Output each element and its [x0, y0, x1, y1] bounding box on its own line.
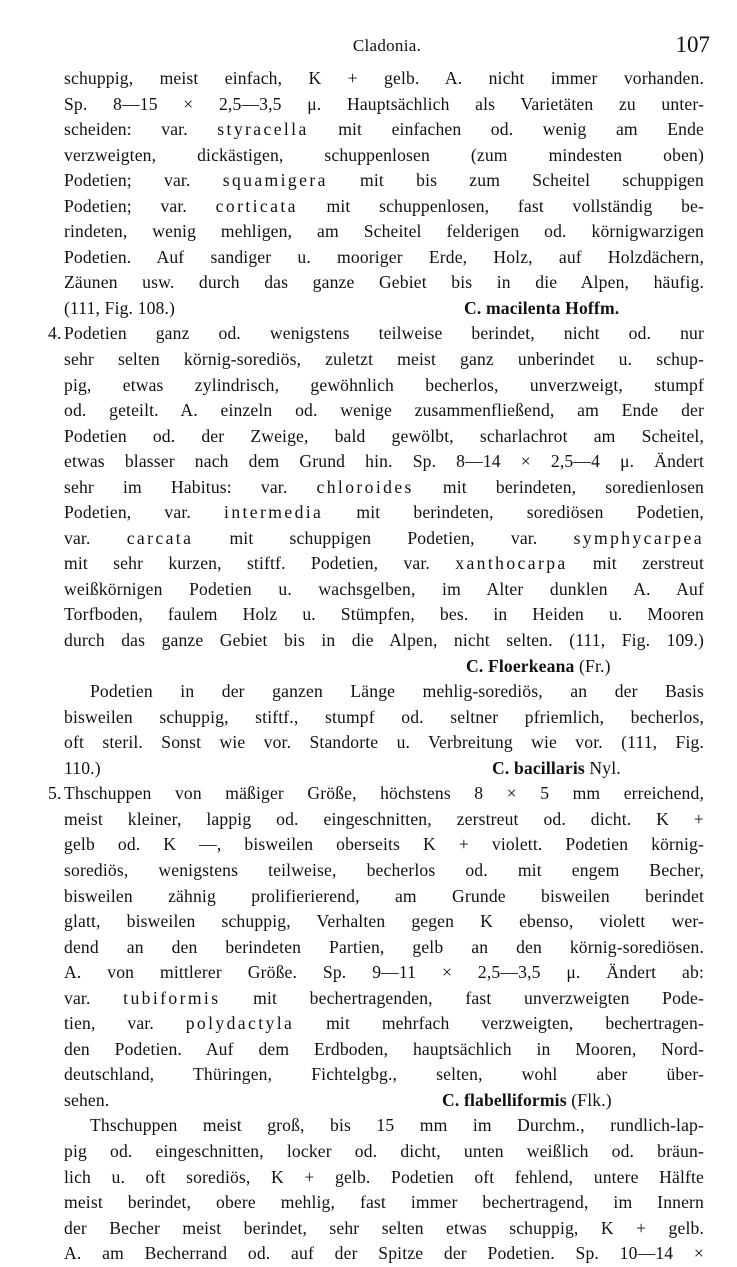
running-title: Cladonia. — [352, 36, 422, 55]
text-line: Torfboden, faulem Holz u. Stümpfen, bes. in Heiden u. Mooren — [64, 604, 704, 625]
variety-name: chloroides — [316, 476, 414, 497]
text-line: bisweilen zähnig prolifierierend, am Grunde bisweilen berindet — [64, 885, 704, 906]
text-line: pig od. eingeschnitten, locker od. dicht, unten weißlich od. bräun- — [64, 1140, 704, 1161]
text-line: oft steril. Sonst wie vor. Standorte u. Verbreitung wie vor. (111, Fig. — [64, 732, 704, 753]
species-name: C. bacillaris — [492, 757, 585, 778]
text-line: pig, etwas zylindrisch, gewöhnlich becherlos, unverzweigt, stumpf — [64, 374, 704, 395]
text-line: A. am Becherrand od. auf der Spitze der Podetien. Sp. 10—14 × — [64, 1243, 704, 1264]
text-line: od. geteilt. A. einzeln od. wenige zusammenfließend, am Ende der — [64, 400, 704, 421]
key-number: 5. — [48, 783, 62, 804]
text-line: 5. Thschuppen von mäßiger Größe, höchstens 8 × 5 mm erreichend, — [64, 781, 704, 807]
text-line: meist kleiner, lappig od. eingeschnitten, zerstreut od. dicht. K + — [64, 808, 704, 829]
text-line: durch das ganze Gebiet bis in die Alpen, nicht selten. (111, Fig. 109.) — [64, 630, 704, 651]
body-text — [48, 66, 704, 1267]
variety-name: squamigera — [222, 170, 328, 191]
text-line: 4. Podetien ganz od. wenigstens teilweise berindet, nicht od. nur — [64, 321, 704, 347]
text-line: glatt, bisweilen schuppig, Verhalten gegen K ebenso, violett wer- — [64, 911, 704, 932]
text-line: A. von mittlerer Größe. Sp. 9—11 × 2,5—3,5 μ. Ändert ab: — [64, 962, 704, 983]
text-line — [64, 654, 704, 680]
text-line: verzweigten, dickästigen, schuppenlosen (zum mindesten oben) — [64, 144, 704, 165]
species-author: Nyl. — [589, 757, 621, 778]
species-name: C. flabelliformis — [442, 1089, 567, 1110]
text-line: Podetien. Auf sandiger u. mooriger Erde, Holz, auf Holzdächern, — [64, 246, 704, 267]
variety-name: polydactyla — [185, 1013, 295, 1034]
species-name: C. Floerkeana — [466, 655, 575, 676]
text-line: Podetien od. der Zweige, bald gewölbt, scharlachrot am Scheitel, — [64, 425, 704, 446]
variety-name: corticata — [215, 195, 298, 216]
text-line: Podetien; var. squamigera mit bis zum Scheitel schuppigen — [64, 170, 704, 191]
species-author: (Fr.) — [579, 655, 611, 676]
species-author: (Flk.) — [571, 1089, 612, 1110]
variety-name: intermedia — [224, 502, 324, 523]
key-number: 4. — [48, 323, 62, 344]
text-line: Sp. 8—15 × 2,5—3,5 μ. Hauptsächlich als Varietäten zu unter- — [64, 93, 704, 114]
text-line: bisweilen schuppig, stiftf., stumpf od. seltner pfriemlich, becherlos, — [64, 706, 704, 727]
text-line: var. carcata mit schuppigen Podetien, var. symphycarpea — [64, 527, 704, 548]
variety-name: symphycarpea — [573, 527, 704, 548]
text-line: scheiden: var. styracella mit einfachen od. wenig am Ende — [64, 119, 704, 140]
text-line: Zäunen usw. durch das ganze Gebiet bis in die Alpen, häufig. — [64, 272, 704, 293]
text-line: sehr im Habitus: var. chloroides mit berindeten, soredienlosen — [64, 476, 704, 497]
text-line: 110.) C. bacillaris Nyl. — [64, 757, 621, 778]
text-line: deutschland, Thüringen, Fichtelgbg., selten, wohl aber über- — [64, 1064, 704, 1085]
text-line: sorediös, wenigstens teilweise, becherlos od. mit engem Becher, — [64, 859, 704, 880]
text-line: sehen. C. flabelliformis (Flk.) — [64, 1089, 612, 1110]
text-line: weißkörnigen Podetien u. wachsgelben, im Alter dunklen A. Auf — [64, 578, 704, 599]
variety-name: carcata — [126, 527, 194, 548]
variety-name: xanthocarpa — [455, 553, 568, 574]
text-line: var. tubiformis mit bechertragenden, fast unverzweigten Pode- — [64, 987, 704, 1008]
text-line: Podetien in der ganzen Länge mehlig-sorediös, an der Basis — [90, 681, 704, 702]
text-line: lich u. oft sorediös, K + gelb. Podetien oft fehlend, untere Hälfte — [64, 1166, 704, 1187]
text-line: schuppig, meist einfach, K + gelb. A. nicht immer vorhanden. — [64, 68, 704, 88]
text-line: (111, Fig. 108.) C. macilenta Hoffm. — [64, 296, 704, 322]
species-name: C. macilenta Hoffm. — [464, 297, 620, 318]
text-line: etwas blasser nach dem Grund hin. Sp. 8—14 × 2,5—4 μ. Ändert — [64, 451, 704, 472]
text-line: Podetien, var. intermedia mit berindeten, sorediösen Podetien, — [64, 502, 704, 523]
text-line: den Podetien. Auf dem Erdboden, hauptsächlich in Mooren, Nord- — [64, 1038, 704, 1059]
variety-name: tubiformis — [123, 987, 221, 1008]
text-line: mit sehr kurzen, stiftf. Podetien, var. xanthocarpa mit zerstreut — [64, 553, 704, 574]
text-line: tien, var. polydactyla mit mehrfach verzweigten, bechertragen- — [64, 1013, 704, 1034]
running-header — [64, 32, 710, 62]
page-number: 107 — [675, 32, 710, 57]
text-line: gelb od. K —, bisweilen oberseits K + violett. Podetien körnig- — [64, 834, 704, 855]
text-line: Podetien; var. corticata mit schuppenlosen, fast vollständig be- — [64, 195, 704, 216]
text-line: rindeten, wenig mehligen, am Scheitel felderigen od. körnigwarzigen — [64, 221, 704, 242]
text-line: sehr selten körnig-sorediös, zuletzt meist ganz unberindet u. schup- — [64, 349, 704, 370]
text-line: meist berindet, obere mehlig, fast immer bechertragend, im Innern — [64, 1192, 704, 1213]
text-line: der Becher meist berindet, sehr selten etwas schuppig, K + gelb. — [64, 1217, 704, 1238]
text-line: dend an den berindeten Partien, gelb an den körnig-sorediösen. — [64, 936, 704, 957]
text-line: Thschuppen meist groß, bis 15 mm im Durchm., rundlich-lap- — [90, 1115, 704, 1136]
variety-name: styracella — [217, 119, 309, 140]
